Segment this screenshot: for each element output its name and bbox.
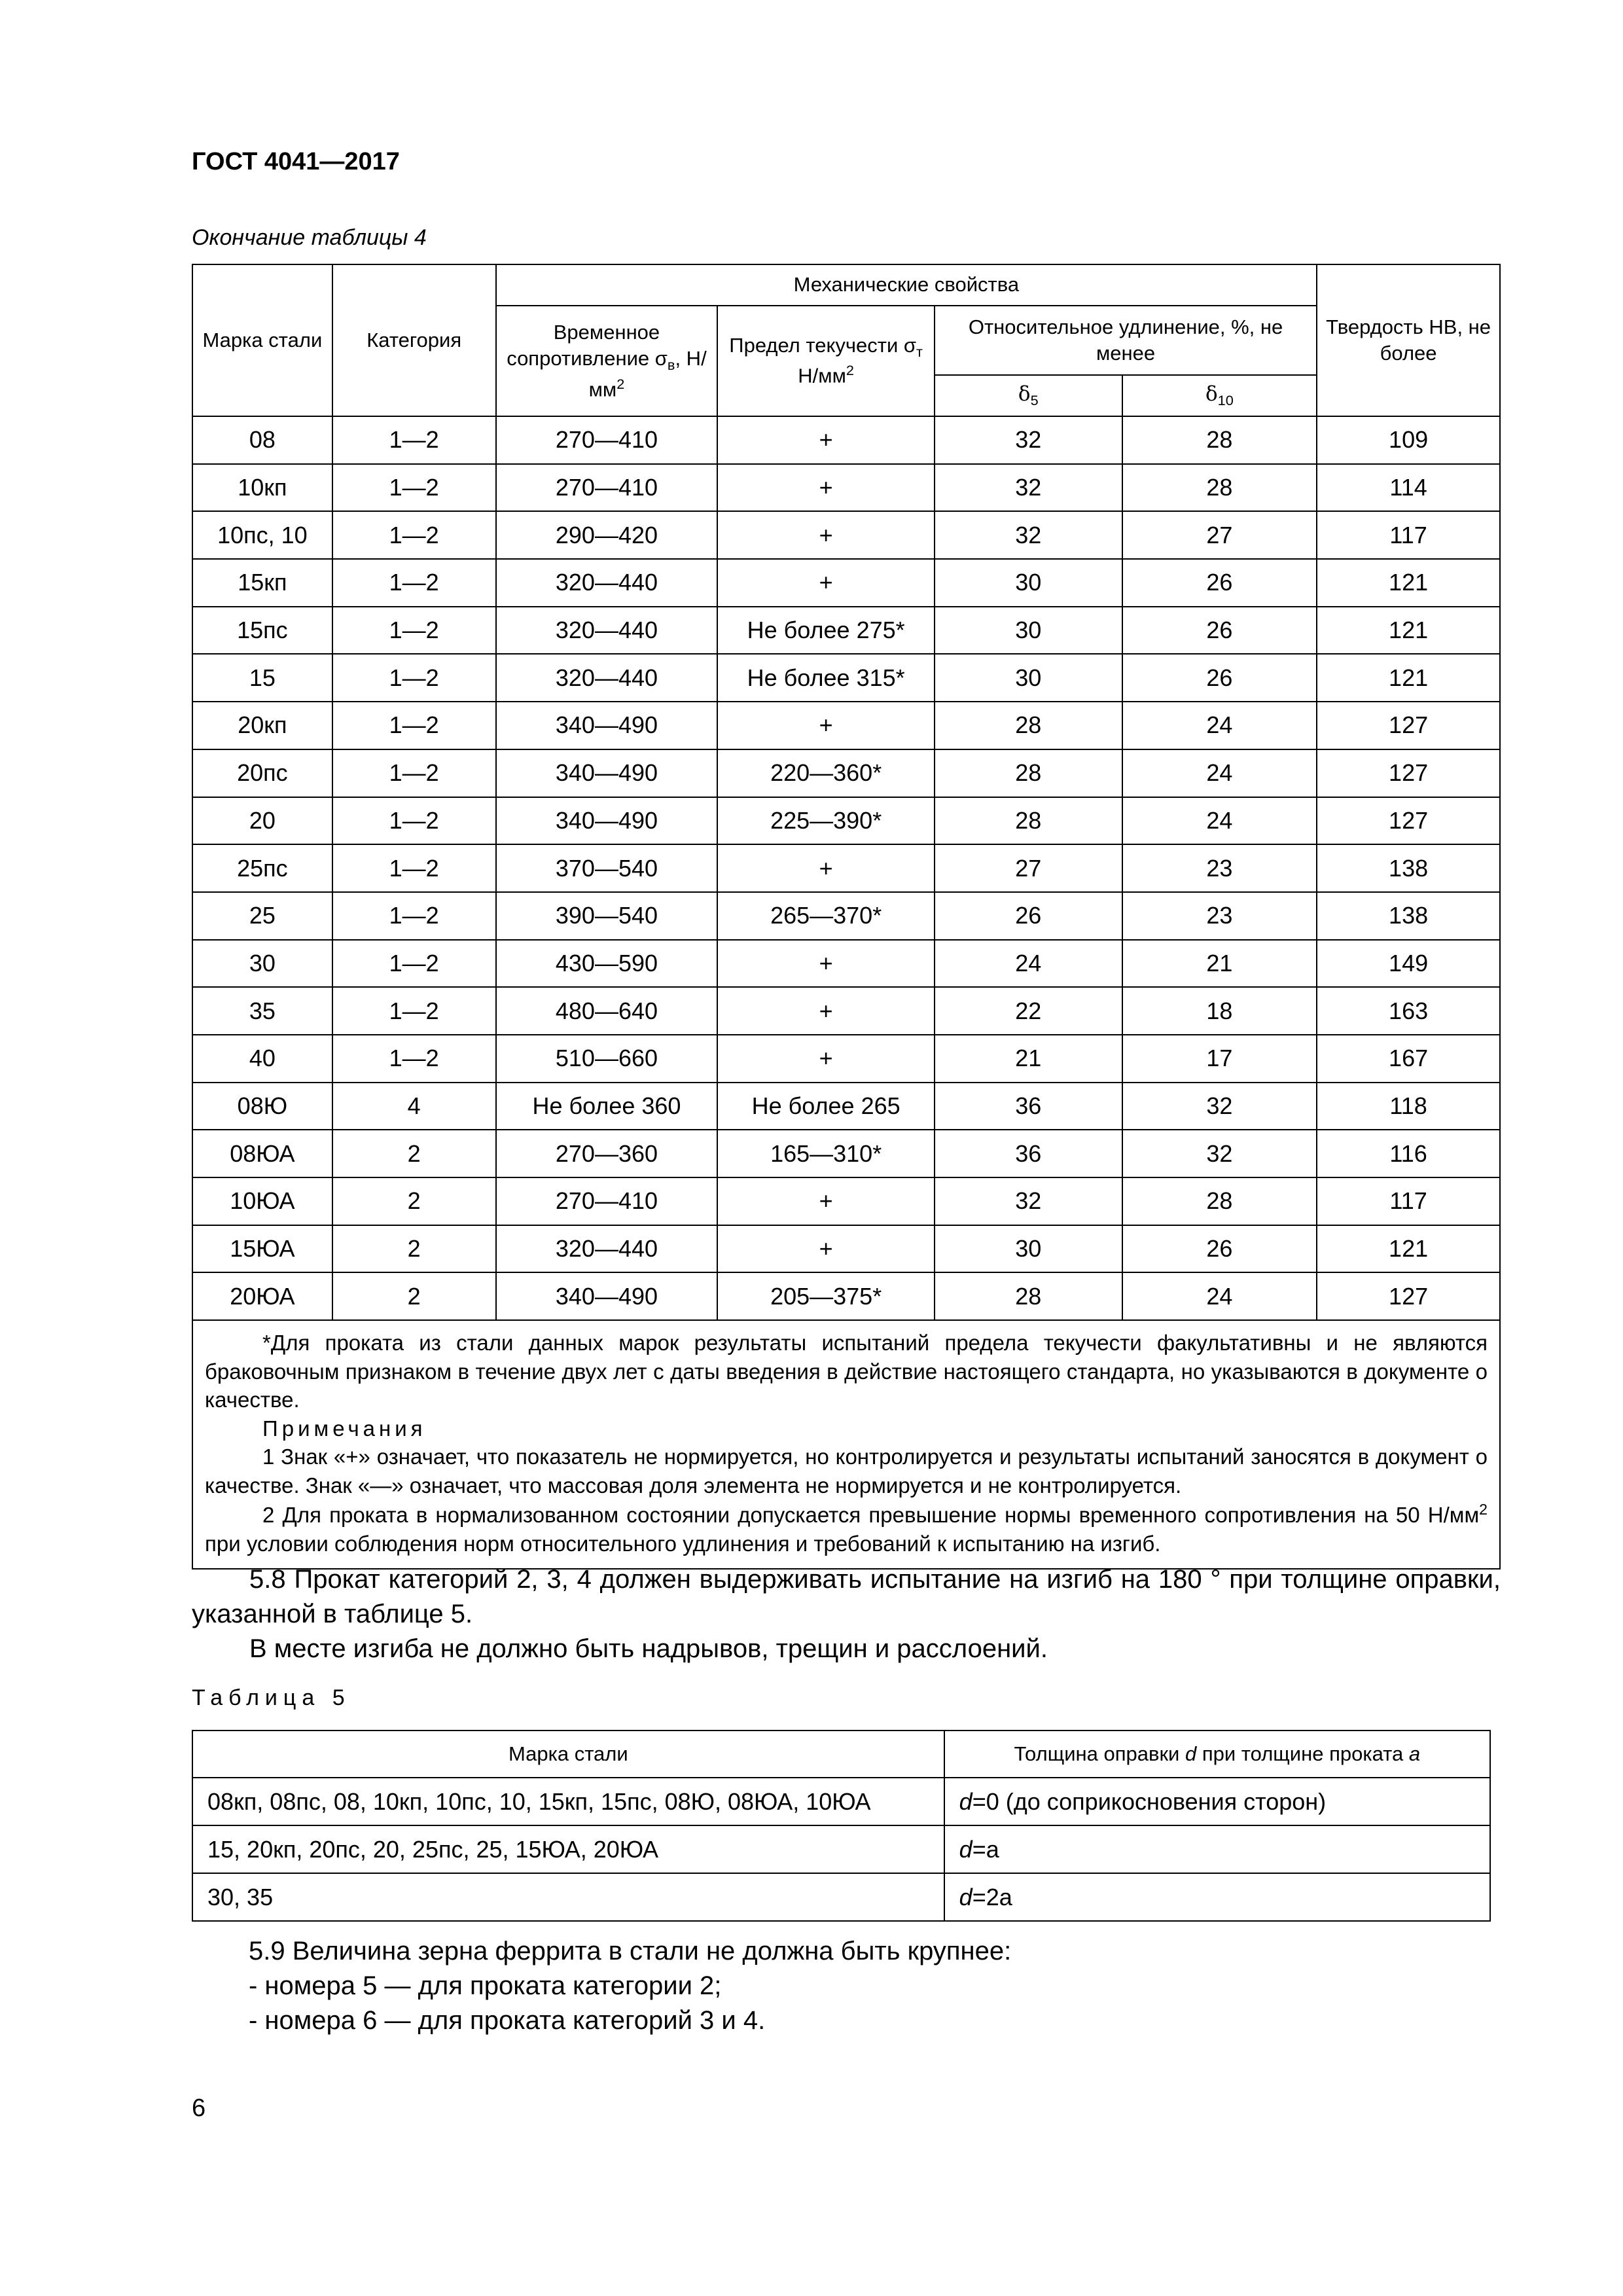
tensile-label: Временное сопротивление σ <box>507 320 668 370</box>
cell-tensile: 340—490 <box>496 1272 718 1320</box>
table-row <box>192 1130 1500 1177</box>
cell-cat: 1—2 <box>332 702 496 749</box>
header-delta5 <box>935 375 1122 416</box>
cell-cat: 1—2 <box>332 464 496 512</box>
cell-d5: 30 <box>935 1225 1122 1273</box>
mandrel-var: d <box>959 1883 972 1910</box>
table-row <box>192 416 1500 464</box>
cell-d10: 26 <box>1122 654 1317 702</box>
cell-yield: + <box>717 1177 935 1225</box>
cell-yield: + <box>717 416 935 464</box>
cell-hb: 109 <box>1317 416 1500 464</box>
cell-d5: 32 <box>935 511 1122 559</box>
cell-d5: 36 <box>935 1130 1122 1177</box>
header-delta10 <box>1122 375 1317 416</box>
cell-d5: 28 <box>935 702 1122 749</box>
delta-symbol: δ <box>1018 382 1031 406</box>
cell-cat: 1—2 <box>332 511 496 559</box>
cell-grade: 40 <box>192 1035 332 1083</box>
cell-hb: 127 <box>1317 1272 1500 1320</box>
cell-hb: 121 <box>1317 654 1500 702</box>
cell-grade: 10пс, 10 <box>192 511 332 559</box>
cell-yield: 205—375* <box>717 1272 935 1320</box>
cell-hb: 116 <box>1317 1130 1500 1177</box>
cell-cat: 1—2 <box>332 607 496 655</box>
cell-hb: 149 <box>1317 940 1500 988</box>
paragraph-5-9 <box>249 1934 1011 2039</box>
cell-cat: 2 <box>332 1272 496 1320</box>
cell-grade: 08ЮА <box>192 1130 332 1177</box>
cell-tensile: 270—410 <box>496 464 718 512</box>
cell-d5: 32 <box>935 416 1122 464</box>
cell-tensile: 510—660 <box>496 1035 718 1083</box>
cell-hb: 163 <box>1317 987 1500 1035</box>
cell-yield: 225—390* <box>717 797 935 845</box>
cell-tensile: 320—440 <box>496 1225 718 1273</box>
cell-tensile: 270—360 <box>496 1130 718 1177</box>
note-2-sup: 2 <box>1479 1501 1488 1518</box>
cell-cat: 2 <box>332 1225 496 1273</box>
cell-tensile: 480—640 <box>496 987 718 1035</box>
notes-title: Примечания <box>262 1416 427 1441</box>
cell-grades: 08кп, 08пс, 08, 10кп, 10пс, 10, 15кп, 15пс, 08Ю, 08ЮА, 10ЮА <box>192 1778 944 1825</box>
cell-grade: 08 <box>192 416 332 464</box>
cell-tensile: 370—540 <box>496 844 718 892</box>
cell-hb: 117 <box>1317 511 1500 559</box>
cell-hb: 121 <box>1317 1225 1500 1273</box>
table-row <box>192 511 1500 559</box>
cell-tensile: 320—440 <box>496 559 718 607</box>
cell-tensile: 340—490 <box>496 702 718 749</box>
cell-hb: 121 <box>1317 559 1500 607</box>
cell-hb: 114 <box>1317 464 1500 512</box>
cell-hb: 117 <box>1317 1177 1500 1225</box>
cell-d5: 28 <box>935 749 1122 797</box>
cell-hb: 127 <box>1317 797 1500 845</box>
note-2 <box>205 1499 1488 1558</box>
mandrel-value: =0 (до соприкосновения сторон) <box>972 1787 1327 1815</box>
cell-yield: + <box>717 1035 935 1083</box>
header-steel-grade: Марка стали <box>192 1731 944 1778</box>
cell-grade: 10ЮА <box>192 1177 332 1225</box>
table5-caption: Таблица 5 <box>192 1685 351 1710</box>
cell-yield: 220—360* <box>717 749 935 797</box>
cell-d5: 26 <box>935 892 1122 940</box>
table-row <box>192 1225 1500 1273</box>
table4-notes <box>192 1320 1500 1569</box>
cell-d5: 30 <box>935 559 1122 607</box>
cell-mandrel <box>944 1825 1490 1873</box>
header-category: Категория <box>332 264 496 416</box>
mandrel-var: d <box>1185 1742 1197 1765</box>
cell-d5: 36 <box>935 1083 1122 1130</box>
cell-cat: 1—2 <box>332 416 496 464</box>
header-mandrel-thickness <box>944 1731 1490 1778</box>
cell-grade: 15 <box>192 654 332 702</box>
cell-d5: 32 <box>935 464 1122 512</box>
table-row <box>192 749 1500 797</box>
cell-hb: 127 <box>1317 749 1500 797</box>
table-row <box>192 464 1500 512</box>
table-row <box>192 1272 1500 1320</box>
cell-grade: 15ЮА <box>192 1225 332 1273</box>
cell-hb: 138 <box>1317 844 1500 892</box>
cell-d10: 18 <box>1122 987 1317 1035</box>
cell-yield: + <box>717 987 935 1035</box>
mandrel-var: d <box>959 1787 972 1815</box>
cell-grade: 35 <box>192 987 332 1035</box>
cell-d5: 28 <box>935 1272 1122 1320</box>
note-1: 1 Знак «+» означает, что показатель не нормируется, но контролируется и результаты испытаний заносятся в документ о качестве. Знак «—» означает, что массовая доля элемента не нормируется и не контролируется. <box>205 1444 1488 1498</box>
cell-grade: 10кп <box>192 464 332 512</box>
cell-d10: 24 <box>1122 1272 1317 1320</box>
table-row <box>192 892 1500 940</box>
table-row <box>192 1083 1500 1130</box>
cell-yield: Не более 315* <box>717 654 935 702</box>
table-row <box>192 1778 1490 1825</box>
cell-tensile: 270—410 <box>496 416 718 464</box>
cell-d10: 23 <box>1122 844 1317 892</box>
table-row <box>192 797 1500 845</box>
mandrel-var: d <box>959 1835 972 1863</box>
table-4 <box>192 264 1501 1570</box>
paragraph-5-8-line2: В месте изгиба не должно быть надрывов, трещин и расслоений. <box>249 1634 1048 1664</box>
cell-yield: Не более 265 <box>717 1083 935 1130</box>
cell-mandrel <box>944 1873 1490 1921</box>
cell-cat: 1—2 <box>332 940 496 988</box>
cell-grade: 15кп <box>192 559 332 607</box>
cell-d10: 27 <box>1122 511 1317 559</box>
delta10-subscript: 10 <box>1217 392 1234 409</box>
cell-d10: 32 <box>1122 1130 1317 1177</box>
cell-cat: 2 <box>332 1130 496 1177</box>
table5-body <box>192 1778 1490 1921</box>
cell-d10: 32 <box>1122 1083 1317 1130</box>
table-row <box>192 607 1500 655</box>
header-hardness: Твердость НВ, не более <box>1317 264 1500 416</box>
cell-d5: 30 <box>935 607 1122 655</box>
cell-d10: 26 <box>1122 1225 1317 1273</box>
cell-tensile: 430—590 <box>496 940 718 988</box>
cell-grade: 25пс <box>192 844 332 892</box>
paragraph-5-9-line2: - номера 5 — для проката категории 2; <box>249 1971 722 2001</box>
cell-cat: 1—2 <box>332 559 496 607</box>
header-yield <box>717 306 935 416</box>
cell-d5: 30 <box>935 654 1122 702</box>
cell-yield: + <box>717 1225 935 1273</box>
paragraph-5-9-line3: - номера 6 — для проката категорий 3 и 4. <box>249 2006 766 2036</box>
cell-hb: 121 <box>1317 607 1500 655</box>
cell-grades: 30, 35 <box>192 1873 944 1921</box>
delta5-subscript: 5 <box>1030 392 1039 409</box>
cell-tensile: Не более 360 <box>496 1083 718 1130</box>
header-mechanical: Механические свойства <box>496 264 1317 306</box>
cell-d10: 24 <box>1122 749 1317 797</box>
cell-d5: 21 <box>935 1035 1122 1083</box>
cell-tensile: 340—490 <box>496 797 718 845</box>
cell-tensile: 320—440 <box>496 654 718 702</box>
cell-cat: 1—2 <box>332 797 496 845</box>
cell-yield: + <box>717 702 935 749</box>
cell-yield: 265—370* <box>717 892 935 940</box>
cell-d10: 21 <box>1122 940 1317 988</box>
cell-grade: 20кп <box>192 702 332 749</box>
cell-d5: 22 <box>935 987 1122 1035</box>
header-elongation: Относительное удлинение, %, не менее <box>935 306 1317 375</box>
cell-cat: 1—2 <box>332 987 496 1035</box>
note-2-text-end: при условии соблюдения норм относительного удлинения и требований к испытанию на изгиб. <box>205 1531 1161 1556</box>
cell-cat: 4 <box>332 1083 496 1130</box>
cell-grade: 15пс <box>192 607 332 655</box>
table-row <box>192 844 1500 892</box>
cell-d5: 24 <box>935 940 1122 988</box>
cell-cat: 1—2 <box>332 892 496 940</box>
cell-yield: + <box>717 940 935 988</box>
cell-d10: 28 <box>1122 1177 1317 1225</box>
cell-d10: 26 <box>1122 607 1317 655</box>
table-row <box>192 559 1500 607</box>
mandrel-label: Толщина оправки <box>1014 1742 1185 1765</box>
table-row <box>192 1177 1500 1225</box>
cell-yield: 165—310* <box>717 1130 935 1177</box>
paragraph-5-8 <box>192 1562 1501 1667</box>
tensile-unit-sup: 2 <box>616 375 625 392</box>
cell-d10: 28 <box>1122 464 1317 512</box>
cell-grade: 25 <box>192 892 332 940</box>
table-row <box>192 1035 1500 1083</box>
document-header: ГОСТ 4041—2017 <box>192 148 400 175</box>
cell-hb: 127 <box>1317 702 1500 749</box>
note-2-text: 2 Для проката в нормализованном состоянии допускается превышение нормы временного сопротивления на 50 Н/мм <box>262 1503 1480 1528</box>
cell-grade: 20пс <box>192 749 332 797</box>
cell-d5: 32 <box>935 1177 1122 1225</box>
cell-d10: 24 <box>1122 702 1317 749</box>
cell-grades: 15, 20кп, 20пс, 20, 25пс, 25, 15ЮА, 20ЮА <box>192 1825 944 1873</box>
table-5 <box>192 1730 1491 1922</box>
table-row <box>192 702 1500 749</box>
header-grade: Марка стали <box>192 264 332 416</box>
table-row <box>192 940 1500 988</box>
table-row <box>192 987 1500 1035</box>
cell-grade: 08Ю <box>192 1083 332 1130</box>
cell-d10: 24 <box>1122 797 1317 845</box>
cell-yield: Не более 275* <box>717 607 935 655</box>
cell-d10: 28 <box>1122 416 1317 464</box>
cell-cat: 1—2 <box>332 1035 496 1083</box>
cell-tensile: 290—420 <box>496 511 718 559</box>
cell-d5: 27 <box>935 844 1122 892</box>
cell-grade: 30 <box>192 940 332 988</box>
cell-cat: 1—2 <box>332 654 496 702</box>
cell-tensile: 340—490 <box>496 749 718 797</box>
cell-yield: + <box>717 844 935 892</box>
cell-grade: 20ЮА <box>192 1272 332 1320</box>
cell-d10: 23 <box>1122 892 1317 940</box>
mandrel-label-mid: при толщине проката <box>1196 1742 1409 1765</box>
mandrel-value: =2a <box>972 1883 1012 1910</box>
cell-tensile: 320—440 <box>496 607 718 655</box>
cell-tensile: 270—410 <box>496 1177 718 1225</box>
table4-caption: Окончание таблицы 4 <box>192 225 427 250</box>
yield-subscript: т <box>916 344 923 361</box>
table4-body <box>192 416 1500 1320</box>
footnote: *Для проката из стали данных марок результаты испытаний предела текучести факультативны и не являются браковочным признаком в течение двух лет с даты введения в действие настоящего стандарта, но указываются в документе о качестве. <box>205 1331 1488 1412</box>
tensile-subscript: в <box>667 357 675 374</box>
table-row <box>192 654 1500 702</box>
cell-mandrel <box>944 1778 1490 1825</box>
cell-d5: 28 <box>935 797 1122 845</box>
table-row <box>192 1873 1490 1921</box>
table-row <box>192 1825 1490 1873</box>
cell-tensile: 390—540 <box>496 892 718 940</box>
paragraph-5-8-line1: 5.8 Прокат категорий 2, 3, 4 должен выдерживать испытание на изгиб на 180 ° при толщине оправки, указанной в таблице 5. <box>192 1565 1501 1629</box>
delta-symbol: δ <box>1205 382 1218 406</box>
cell-yield: + <box>717 559 935 607</box>
tensile-unit: , Н/мм <box>588 347 707 401</box>
cell-yield: + <box>717 511 935 559</box>
cell-cat: 2 <box>332 1177 496 1225</box>
cell-d10: 26 <box>1122 559 1317 607</box>
thickness-var: a <box>1408 1742 1421 1765</box>
cell-cat: 1—2 <box>332 749 496 797</box>
paragraph-5-9-line1: 5.9 Величина зерна феррита в стали не должна быть крупнее: <box>249 1937 1012 1965</box>
header-tensile <box>496 306 718 416</box>
yield-label: Предел текучести σ <box>729 333 917 357</box>
yield-unit: Н/мм <box>798 364 846 387</box>
cell-hb: 118 <box>1317 1083 1500 1130</box>
mandrel-value: =a <box>972 1835 999 1863</box>
cell-hb: 167 <box>1317 1035 1500 1083</box>
cell-grade: 20 <box>192 797 332 845</box>
cell-yield: + <box>717 464 935 512</box>
cell-d10: 17 <box>1122 1035 1317 1083</box>
page-number: 6 <box>192 2094 206 2122</box>
yield-unit-sup: 2 <box>846 362 854 379</box>
cell-cat: 1—2 <box>332 844 496 892</box>
cell-hb: 138 <box>1317 892 1500 940</box>
